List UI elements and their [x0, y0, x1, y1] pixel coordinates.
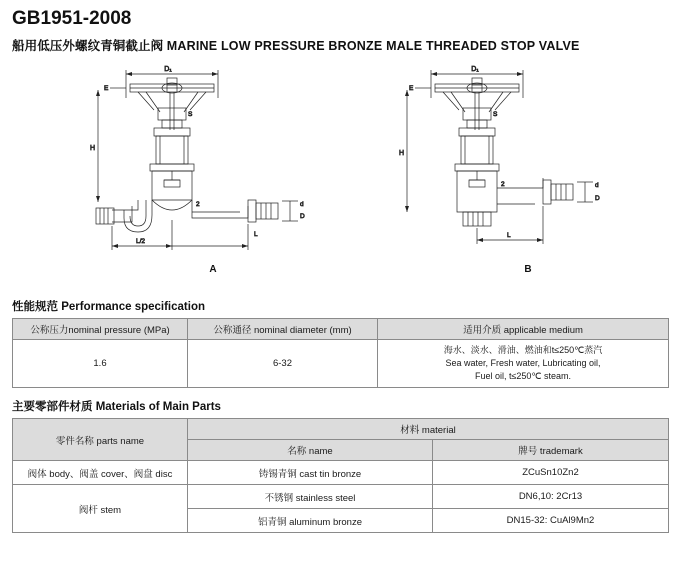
- svg-text:S: S: [493, 111, 498, 118]
- medium-cn: 海水、淡水、滑油、燃油和t≤250℃蒸汽: [443, 345, 603, 355]
- cell-trademark: ZCuSn10Zn2: [433, 461, 669, 485]
- cell-material-name: 铝青铜 aluminum bronze: [188, 509, 433, 533]
- materials-section-title: 主要零部件材质 Materials of Main Parts: [12, 401, 221, 414]
- svg-text:E: E: [104, 85, 109, 92]
- col-parts-name: 零件名称 parts name: [13, 419, 188, 461]
- svg-text:L: L: [507, 232, 511, 239]
- col-material-name: 名称 name: [188, 440, 433, 461]
- performance-table: [12, 318, 669, 388]
- medium-en-line2: Fuel oil, t≤250℃ steam.: [474, 371, 572, 382]
- page-root: [0, 8, 673, 582]
- svg-text:D: D: [595, 195, 600, 202]
- table-header-row: [13, 419, 669, 440]
- svg-text:2: 2: [196, 201, 200, 208]
- materials-table: [12, 418, 669, 533]
- medium-en-line1: Sea water, Fresh water, Lubricating oil,: [445, 358, 601, 369]
- cell-applicable-medium: [378, 340, 669, 388]
- svg-text:D₁: D₁: [164, 66, 172, 73]
- col-material: 材料 material: [188, 419, 669, 440]
- cell-nominal-pressure: 1.6: [13, 340, 188, 388]
- svg-text:L/2: L/2: [136, 238, 146, 245]
- figure-a-drawing: [68, 60, 358, 265]
- svg-text:2: 2: [501, 181, 505, 188]
- figure-b-drawing: [383, 60, 673, 265]
- page-title-en: MARINE LOW PRESSURE BRONZE MALE THREADED STOP VALVE: [166, 39, 580, 53]
- drawings-area: [8, 60, 665, 288]
- svg-text:S: S: [188, 111, 193, 118]
- svg-text:d: d: [300, 201, 304, 208]
- cell-material-name: 铸锡青铜 cast tin bronze: [188, 461, 433, 485]
- table-row: [13, 340, 669, 388]
- cell-material-name: 不锈钢 stainless steel: [188, 485, 433, 509]
- cell-nominal-diameter: 6-32: [188, 340, 378, 388]
- table-row: [13, 461, 669, 485]
- col-applicable-medium: 适用介质 applicable medium: [378, 319, 669, 340]
- cell-trademark: DN6,10: 2Cr13: [433, 485, 669, 509]
- col-nominal-pressure: 公称压力nominal pressure (MPa): [13, 319, 188, 340]
- figure-a: [68, 60, 358, 275]
- figure-a-label: A: [209, 264, 217, 275]
- figure-b-label: B: [524, 264, 532, 275]
- svg-text:H: H: [90, 145, 96, 152]
- col-trademark: 牌号 trademark: [433, 440, 669, 461]
- performance-section-title: 性能规范 Performance specification: [12, 301, 205, 313]
- page-title-cn: 船用低压外螺纹青铜截止阀: [12, 39, 164, 53]
- standard-code: GB1951-2008: [12, 8, 132, 29]
- svg-text:D₁: D₁: [471, 66, 479, 73]
- table-row: [13, 485, 669, 509]
- svg-text:E: E: [409, 85, 414, 92]
- col-nominal-diameter: 公称通径 nominal diameter (mm): [188, 319, 378, 340]
- svg-text:D: D: [300, 213, 305, 220]
- cell-parts-name: 阀杆 stem: [13, 485, 188, 533]
- cell-parts-name: 阀体 body、阀盖 cover、阀盘 disc: [13, 461, 188, 485]
- svg-text:d: d: [595, 182, 599, 189]
- cell-trademark: DN15-32: CuAl9Mn2: [433, 509, 669, 533]
- table-header-row: [13, 319, 669, 340]
- svg-text:L: L: [254, 231, 258, 238]
- svg-text:H: H: [399, 150, 405, 157]
- page-title: [12, 36, 665, 54]
- figure-b: [383, 60, 673, 275]
